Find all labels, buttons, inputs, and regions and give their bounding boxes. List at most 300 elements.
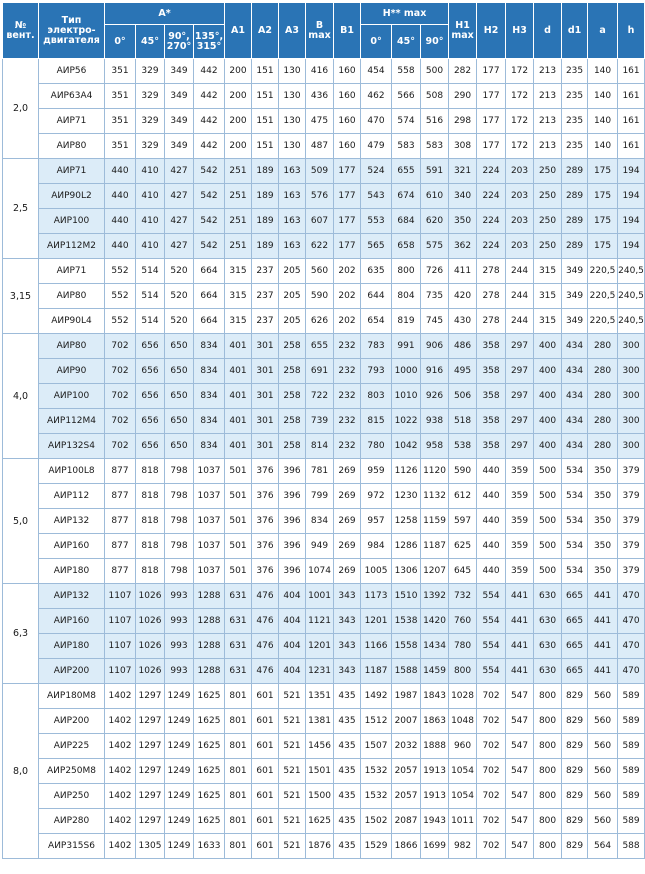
value-cell: 350: [449, 209, 477, 234]
table-row: [3, 284, 645, 309]
value-cell: 321: [449, 159, 477, 184]
value-cell: 664: [194, 259, 225, 284]
value-cell: 177: [334, 209, 361, 234]
value-cell: 626: [306, 309, 334, 334]
value-cell: 780: [361, 434, 392, 459]
table-row: [3, 509, 645, 534]
value-cell: 1420: [421, 609, 449, 634]
value-cell: 1001: [306, 584, 334, 609]
value-cell: 1987: [392, 684, 421, 709]
value-cell: 800: [534, 734, 562, 759]
value-cell: 1120: [421, 459, 449, 484]
value-cell: 607: [306, 209, 334, 234]
value-cell: 232: [334, 334, 361, 359]
value-cell: 251: [225, 184, 252, 209]
value-cell: 560: [588, 684, 618, 709]
table-row: [3, 359, 645, 384]
value-cell: 177: [477, 59, 506, 84]
value-cell: 1402: [105, 834, 136, 859]
value-cell: 547: [506, 709, 534, 734]
value-cell: 251: [225, 209, 252, 234]
motor-type-cell: АИР280: [39, 809, 105, 834]
table-row: [3, 234, 645, 259]
value-cell: 534: [562, 484, 588, 509]
value-cell: 612: [449, 484, 477, 509]
value-cell: 396: [279, 534, 306, 559]
value-cell: 1625: [194, 784, 225, 809]
value-cell: 351: [105, 134, 136, 159]
value-cell: 376: [252, 559, 279, 584]
value-cell: 177: [334, 184, 361, 209]
value-cell: 160: [334, 59, 361, 84]
value-cell: 151: [252, 109, 279, 134]
value-cell: 1510: [392, 584, 421, 609]
value-cell: 829: [562, 784, 588, 809]
value-cell: 358: [477, 409, 506, 434]
dimensions-table: [2, 2, 645, 859]
value-cell: 521: [279, 759, 306, 784]
value-cell: 315: [534, 309, 562, 334]
value-cell: 401: [225, 384, 252, 409]
table-row: [3, 184, 645, 209]
value-cell: 349: [165, 84, 194, 109]
value-cell: 1249: [165, 834, 194, 859]
table-row: [3, 659, 645, 684]
value-cell: 224: [477, 234, 506, 259]
value-cell: 799: [306, 484, 334, 509]
value-cell: 1843: [421, 684, 449, 709]
value-cell: 1054: [449, 759, 477, 784]
value-cell: 427: [165, 209, 194, 234]
value-cell: 140: [588, 109, 618, 134]
value-cell: 130: [279, 59, 306, 84]
value-cell: 435: [334, 809, 361, 834]
value-cell: 656: [136, 334, 165, 359]
value-cell: 665: [562, 659, 588, 684]
value-cell: 1132: [421, 484, 449, 509]
value-cell: 798: [165, 559, 194, 584]
value-cell: 420: [449, 284, 477, 309]
value-cell: 552: [105, 309, 136, 334]
value-cell: 329: [136, 134, 165, 159]
value-cell: 630: [534, 634, 562, 659]
value-cell: 566: [392, 84, 421, 109]
header-motor-type: Тип электро- двигателя: [39, 3, 105, 59]
value-cell: 289: [562, 234, 588, 259]
value-cell: 442: [194, 59, 225, 84]
table-row: [3, 409, 645, 434]
value-cell: 427: [165, 159, 194, 184]
value-cell: 151: [252, 84, 279, 109]
value-cell: 379: [618, 484, 645, 509]
table-row: [3, 159, 645, 184]
motor-type-cell: АИР180: [39, 559, 105, 584]
table-row: [3, 309, 645, 334]
value-cell: 1074: [306, 559, 334, 584]
motor-type-cell: АИР112М4: [39, 409, 105, 434]
value-cell: 1625: [194, 709, 225, 734]
value-cell: 1558: [392, 634, 421, 659]
value-cell: 803: [361, 384, 392, 409]
value-cell: 834: [194, 434, 225, 459]
value-cell: 442: [194, 109, 225, 134]
value-cell: 798: [165, 459, 194, 484]
value-cell: 194: [618, 184, 645, 209]
value-cell: 177: [334, 234, 361, 259]
header-b-max: B max: [306, 3, 334, 59]
value-cell: 476: [252, 584, 279, 609]
value-cell: 834: [306, 509, 334, 534]
value-cell: 479: [361, 134, 392, 159]
value-cell: 163: [279, 209, 306, 234]
table-row: [3, 134, 645, 159]
header-h2: H2: [477, 3, 506, 59]
value-cell: 509: [306, 159, 334, 184]
value-cell: 358: [477, 359, 506, 384]
value-cell: 993: [165, 584, 194, 609]
value-cell: 547: [506, 834, 534, 859]
value-cell: 476: [252, 659, 279, 684]
value-cell: 1297: [136, 684, 165, 709]
value-cell: 800: [534, 759, 562, 784]
value-cell: 589: [618, 734, 645, 759]
value-cell: 300: [618, 334, 645, 359]
value-cell: 300: [618, 384, 645, 409]
value-cell: 440: [477, 484, 506, 509]
header-d1: d1: [562, 3, 588, 59]
value-cell: 702: [477, 834, 506, 859]
value-cell: 745: [421, 309, 449, 334]
value-cell: 518: [449, 409, 477, 434]
value-cell: 396: [279, 459, 306, 484]
value-cell: 351: [105, 84, 136, 109]
value-cell: 172: [506, 59, 534, 84]
value-cell: 534: [562, 559, 588, 584]
value-cell: 442: [194, 134, 225, 159]
value-cell: 213: [534, 109, 562, 134]
value-cell: 297: [506, 359, 534, 384]
table-row: [3, 59, 645, 84]
vent-number-cell: 3,15: [3, 259, 39, 334]
value-cell: 547: [506, 684, 534, 709]
value-cell: 1249: [165, 709, 194, 734]
value-cell: 630: [534, 584, 562, 609]
value-cell: 427: [165, 184, 194, 209]
value-cell: 376: [252, 484, 279, 509]
value-cell: 315: [534, 259, 562, 284]
value-cell: 982: [449, 834, 477, 859]
value-cell: 601: [252, 759, 279, 784]
value-cell: 177: [477, 109, 506, 134]
value-cell: 589: [618, 784, 645, 809]
value-cell: 470: [361, 109, 392, 134]
value-cell: 1231: [306, 659, 334, 684]
value-cell: 411: [449, 259, 477, 284]
value-cell: 441: [588, 634, 618, 659]
value-cell: 376: [252, 509, 279, 534]
value-cell: 665: [562, 634, 588, 659]
value-cell: 560: [588, 809, 618, 834]
value-cell: 656: [136, 434, 165, 459]
header-a2: A2: [252, 3, 279, 59]
value-cell: 514: [136, 284, 165, 309]
value-cell: 650: [165, 434, 194, 459]
value-cell: 1305: [136, 834, 165, 859]
value-cell: 1402: [105, 734, 136, 759]
value-cell: 534: [562, 534, 588, 559]
value-cell: 1010: [392, 384, 421, 409]
value-cell: 800: [534, 784, 562, 809]
value-cell: 801: [225, 734, 252, 759]
value-cell: 470: [618, 584, 645, 609]
value-cell: 554: [477, 609, 506, 634]
value-cell: 500: [534, 509, 562, 534]
motor-type-cell: АИР100: [39, 209, 105, 234]
value-cell: 702: [105, 434, 136, 459]
value-cell: 435: [334, 759, 361, 784]
value-cell: 351: [105, 109, 136, 134]
value-cell: 1187: [421, 534, 449, 559]
table-row: [3, 684, 645, 709]
value-cell: 269: [334, 559, 361, 584]
value-cell: 349: [165, 59, 194, 84]
motor-type-cell: АИР56: [39, 59, 105, 84]
value-cell: 793: [361, 359, 392, 384]
value-cell: 189: [252, 234, 279, 259]
value-cell: 631: [225, 609, 252, 634]
value-cell: 664: [194, 309, 225, 334]
value-cell: 819: [392, 309, 421, 334]
value-cell: 656: [136, 359, 165, 384]
value-cell: 993: [165, 634, 194, 659]
value-cell: 358: [477, 334, 506, 359]
value-cell: 470: [618, 634, 645, 659]
motor-type-cell: АИР90L4: [39, 309, 105, 334]
value-cell: 958: [421, 434, 449, 459]
value-cell: 250: [534, 184, 562, 209]
value-cell: 800: [534, 709, 562, 734]
value-cell: 163: [279, 234, 306, 259]
header-d: d: [534, 3, 562, 59]
value-cell: 476: [252, 634, 279, 659]
value-cell: 220,5: [588, 309, 618, 334]
value-cell: 630: [534, 659, 562, 684]
value-cell: 329: [136, 109, 165, 134]
motor-type-cell: АИР132S4: [39, 434, 105, 459]
value-cell: 315: [225, 259, 252, 284]
value-cell: 161: [618, 109, 645, 134]
value-cell: 553: [361, 209, 392, 234]
value-cell: 542: [194, 209, 225, 234]
value-cell: 440: [105, 184, 136, 209]
value-cell: 521: [279, 734, 306, 759]
value-cell: 1501: [306, 759, 334, 784]
value-cell: 200: [225, 134, 252, 159]
value-cell: 258: [279, 434, 306, 459]
value-cell: 500: [534, 484, 562, 509]
vent-number-cell: 8,0: [3, 684, 39, 859]
value-cell: 376: [252, 534, 279, 559]
value-cell: 665: [562, 584, 588, 609]
value-cell: 400: [534, 334, 562, 359]
value-cell: 315: [225, 309, 252, 334]
value-cell: 702: [477, 809, 506, 834]
value-cell: 702: [105, 359, 136, 384]
value-cell: 1026: [136, 584, 165, 609]
motor-type-cell: АИР71: [39, 159, 105, 184]
value-cell: 1037: [194, 509, 225, 534]
value-cell: 175: [588, 209, 618, 234]
value-cell: 379: [618, 559, 645, 584]
value-cell: 2057: [392, 784, 421, 809]
value-cell: 601: [252, 709, 279, 734]
value-cell: 1288: [194, 609, 225, 634]
value-cell: 1207: [421, 559, 449, 584]
value-cell: 1297: [136, 709, 165, 734]
value-cell: 300: [618, 409, 645, 434]
value-cell: 400: [534, 359, 562, 384]
value-cell: 564: [588, 834, 618, 859]
value-cell: 1502: [361, 809, 392, 834]
value-cell: 1297: [136, 759, 165, 784]
table-body: [3, 59, 645, 859]
value-cell: 1529: [361, 834, 392, 859]
value-cell: 972: [361, 484, 392, 509]
vent-number-cell: 5,0: [3, 459, 39, 584]
value-cell: 329: [136, 59, 165, 84]
value-cell: 702: [477, 684, 506, 709]
value-cell: 500: [534, 559, 562, 584]
header-h-90deg: 90°: [421, 25, 449, 59]
value-cell: 760: [449, 609, 477, 634]
value-cell: 829: [562, 709, 588, 734]
value-cell: 938: [421, 409, 449, 434]
motor-type-cell: АИР71: [39, 109, 105, 134]
motor-type-cell: АИР250: [39, 784, 105, 809]
header-a-90deg: 90°, 270°: [165, 25, 194, 59]
value-cell: 224: [477, 209, 506, 234]
value-cell: 829: [562, 809, 588, 834]
value-cell: 203: [506, 209, 534, 234]
value-cell: 297: [506, 384, 534, 409]
value-cell: 800: [392, 259, 421, 284]
value-cell: 1054: [449, 784, 477, 809]
value-cell: 235: [562, 59, 588, 84]
value-cell: 1459: [421, 659, 449, 684]
value-cell: 818: [136, 459, 165, 484]
value-cell: 350: [588, 459, 618, 484]
value-cell: 434: [562, 384, 588, 409]
table-row: [3, 109, 645, 134]
value-cell: 160: [334, 84, 361, 109]
motor-type-cell: АИР132: [39, 584, 105, 609]
vent-number-cell: 2,5: [3, 159, 39, 259]
value-cell: 1026: [136, 634, 165, 659]
value-cell: 1456: [306, 734, 334, 759]
value-cell: 172: [506, 109, 534, 134]
value-cell: 800: [534, 684, 562, 709]
value-cell: 1037: [194, 459, 225, 484]
value-cell: 583: [392, 134, 421, 159]
value-cell: 798: [165, 534, 194, 559]
value-cell: 441: [506, 659, 534, 684]
value-cell: 991: [392, 334, 421, 359]
value-cell: 654: [361, 309, 392, 334]
value-cell: 558: [392, 59, 421, 84]
value-cell: 1532: [361, 759, 392, 784]
value-cell: 739: [306, 409, 334, 434]
value-cell: 404: [279, 584, 306, 609]
value-cell: 1402: [105, 684, 136, 709]
value-cell: 1625: [306, 809, 334, 834]
value-cell: 441: [588, 659, 618, 684]
value-cell: 205: [279, 284, 306, 309]
value-cell: 1258: [392, 509, 421, 534]
value-cell: 554: [477, 584, 506, 609]
motor-type-cell: АИР180: [39, 634, 105, 659]
value-cell: 189: [252, 159, 279, 184]
value-cell: 194: [618, 234, 645, 259]
value-cell: 1173: [361, 584, 392, 609]
value-cell: 500: [534, 534, 562, 559]
value-cell: 351: [105, 59, 136, 84]
value-cell: 130: [279, 109, 306, 134]
value-cell: 1434: [421, 634, 449, 659]
value-cell: 495: [449, 359, 477, 384]
value-cell: 237: [252, 284, 279, 309]
value-cell: 400: [534, 384, 562, 409]
value-cell: 560: [588, 784, 618, 809]
value-cell: 1402: [105, 709, 136, 734]
table-row: [3, 209, 645, 234]
value-cell: 278: [477, 309, 506, 334]
value-cell: 1351: [306, 684, 334, 709]
value-cell: 441: [506, 634, 534, 659]
header-a3: A3: [279, 3, 306, 59]
value-cell: 301: [252, 334, 279, 359]
value-cell: 194: [618, 159, 645, 184]
value-cell: 130: [279, 134, 306, 159]
header-a-135deg: 135°, 315°: [194, 25, 225, 59]
value-cell: 1005: [361, 559, 392, 584]
motor-type-cell: АИР200: [39, 709, 105, 734]
value-cell: 1943: [421, 809, 449, 834]
value-cell: 396: [279, 559, 306, 584]
value-cell: 560: [306, 259, 334, 284]
value-cell: 282: [449, 59, 477, 84]
value-cell: 735: [421, 284, 449, 309]
value-cell: 189: [252, 184, 279, 209]
value-cell: 834: [194, 384, 225, 409]
value-cell: 1107: [105, 634, 136, 659]
value-cell: 401: [225, 434, 252, 459]
value-cell: 441: [506, 609, 534, 634]
value-cell: 315: [225, 284, 252, 309]
value-cell: 290: [449, 84, 477, 109]
value-cell: 1306: [392, 559, 421, 584]
table-row: [3, 559, 645, 584]
value-cell: 237: [252, 309, 279, 334]
value-cell: 1249: [165, 684, 194, 709]
value-cell: 2057: [392, 759, 421, 784]
value-cell: 140: [588, 134, 618, 159]
value-cell: 1201: [361, 609, 392, 634]
value-cell: 359: [506, 509, 534, 534]
value-cell: 435: [334, 709, 361, 734]
value-cell: 172: [506, 84, 534, 109]
value-cell: 501: [225, 534, 252, 559]
value-cell: 601: [252, 784, 279, 809]
